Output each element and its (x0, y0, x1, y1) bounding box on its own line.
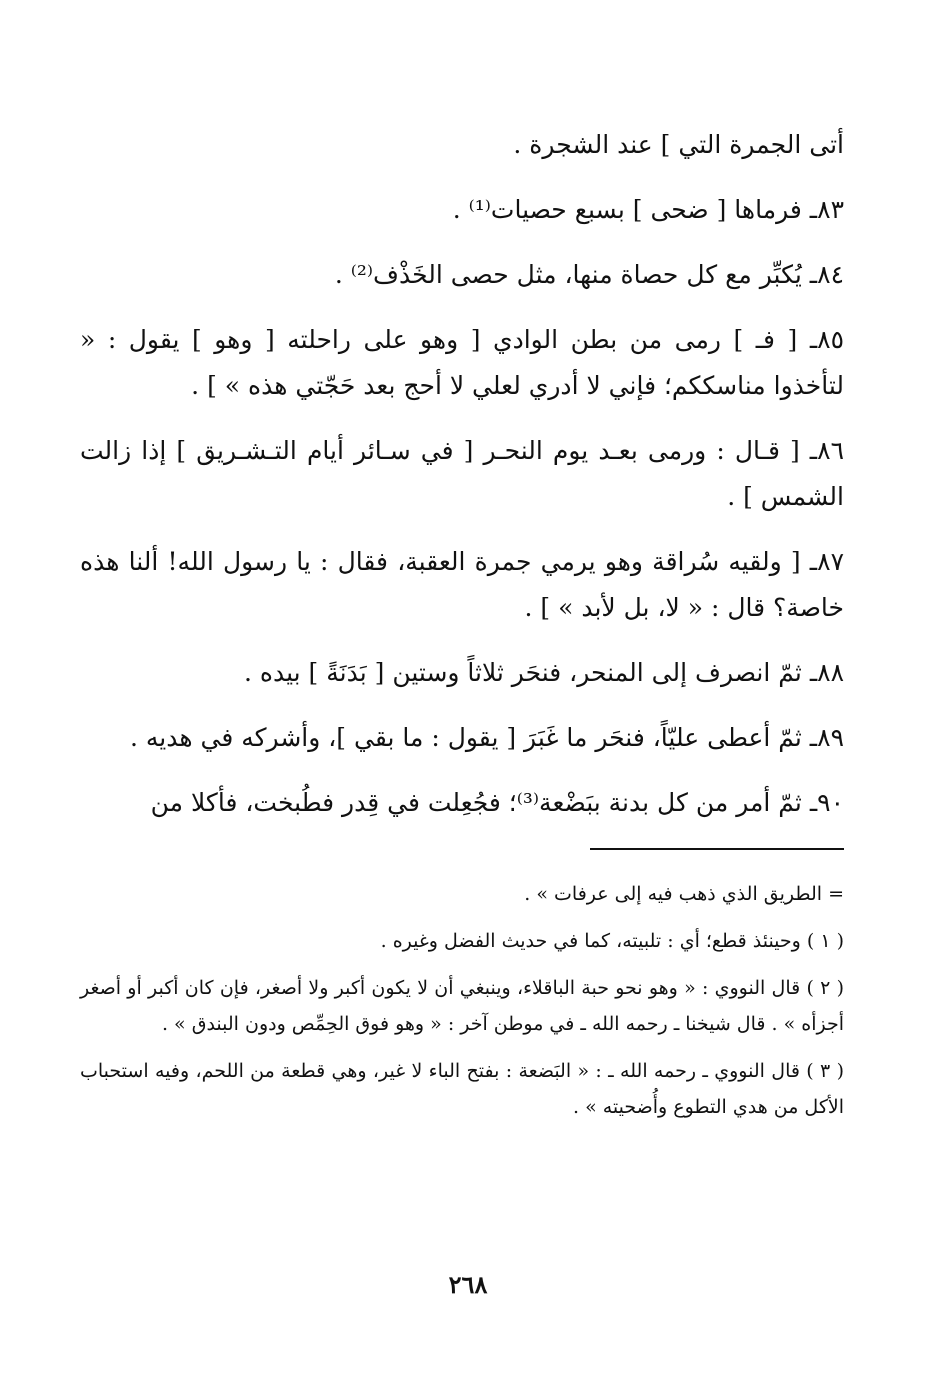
paragraph-88: ٨٨ـ ثمّ انصرف إلى المنحر، فنحَر ثلاثاً وستين [ بَدَنَةً ] بيده . (243, 658, 844, 687)
paragraph-84: ٨٤ـ يُكبِّر مع كل حصاة منها، مثل حصى الخَذْف⁽²⁾ . (334, 260, 844, 289)
footnote-continuation: = الطريق الذي ذهب فيه إلى عرفات » . (524, 883, 844, 905)
paragraph-90: ٩٠ـ ثمّ أمر من كل بدنة ببَضْعة⁽³⁾؛ فجُعِلت في قِدر فطُبخت، فأكلا من (150, 788, 844, 817)
paragraph-87: ٨٧ـ [ ولقيه سُراقة وهو يرمي جمرة العقبة، فقال : يا رسول الله! ألنا هذه خاصة؟ قال : « لا، بل لأبد » ] . (80, 547, 844, 622)
footnote-separator (590, 848, 844, 850)
footnote-2: ( ٢ ) قال النووي : « وهو نحو حبة الباقلاء، وينبغي أن لا يكون أكبر ولا أصغر، فإن كان أكبر أو أصغر أجزأه » . قال شيخنا ـ رحمه الله ـ في موطن آخر : « وهو فوق الحِمِّص ودون البندق » . (80, 977, 844, 1035)
paragraph-83: ٨٣ـ فرماها [ ضحى ] بسبع حصيات⁽¹⁾ . (452, 195, 844, 224)
main-text (80, 122, 844, 845)
page-number: ٢٦٨ (448, 1270, 488, 1299)
paragraph-intro: أتى الجمرة التي ] عند الشجرة . (513, 130, 844, 159)
paragraph-89: ٨٩ـ ثمّ أعطى عليّاً، فنحَر ما غَبَرَ [ يقول : ما بقي ]، وأشركه في هديه . (129, 723, 844, 752)
footnotes (80, 876, 844, 1136)
paragraph-86: ٨٦ـ [ قـال : ورمى بعـد يوم النحـر [ في سـائر أيام التـشـريق ] إذا زالت الشمس ] . (80, 436, 844, 511)
footnote-1: ( ١ ) وحينئذ قطع؛ أي : تلبيته، كما في حديث الفضل وغيره . (380, 930, 844, 952)
paragraph-85: ٨٥ـ [ فـ ] رمى من بطن الوادي [ وهو على راحلته [ وهو ] يقول : « لتأخذوا مناسككم؛ فإني لا أدري لعلي لا أحج بعد حَجّتي هذه » ] . (80, 325, 844, 400)
footnote-3: ( ٣ ) قال النووي ـ رحمه الله ـ : « البَضعة : بفتح الباء لا غير، وهي قطعة من اللحم، وفيه استحباب الأكل من هدي التطوع وأُضحيته » . (80, 1060, 844, 1118)
